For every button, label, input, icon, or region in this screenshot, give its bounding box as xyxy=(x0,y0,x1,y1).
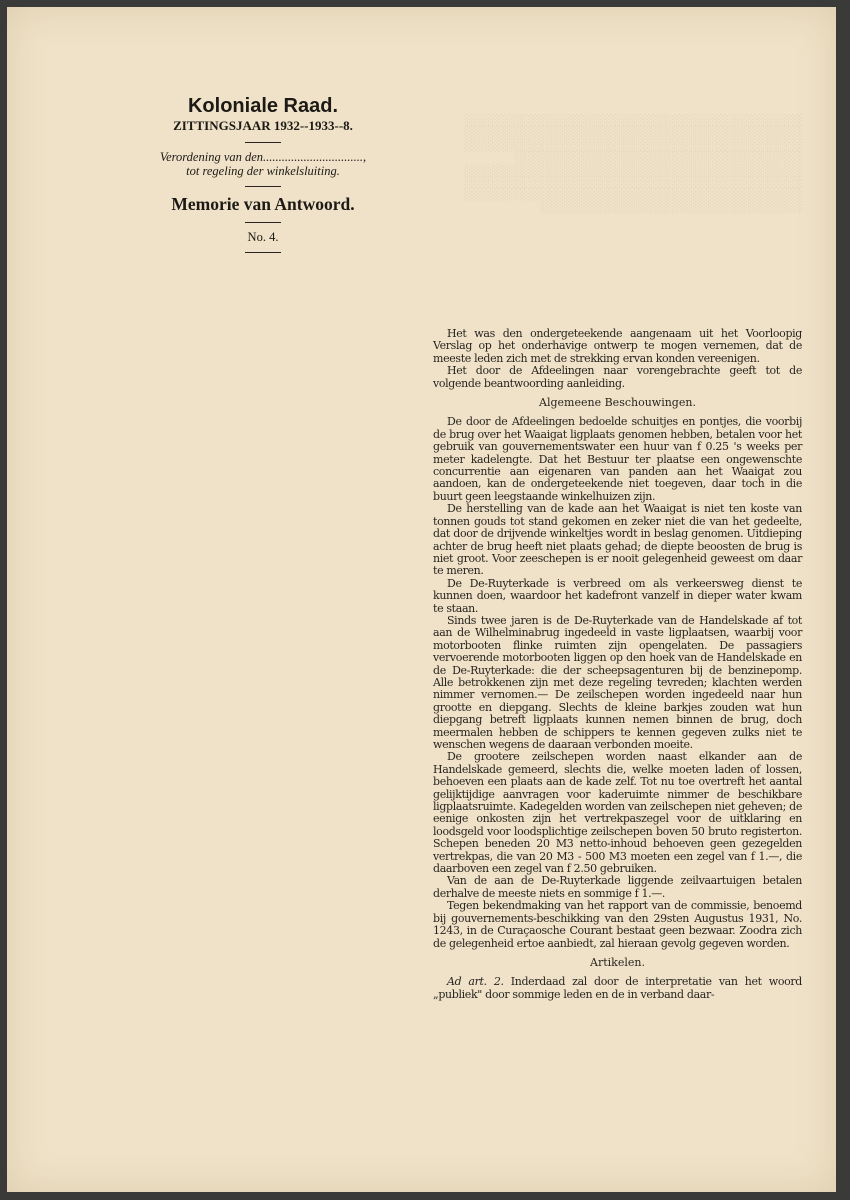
paragraph: De door de Afdeelingen bedoelde schuitjes en pontjes, die voorbij de brug over het Waaigat ligplaats genomen hebben, betalen voor het gebruik van gouvernementswater een huur van f 0.25 's weeks per meter kadelengte. Dat het Bestuur ter plaatse een ongewenschte concurrentie aan eigenaren van panden aan het Waaigat zou aandoen, kan de ondergeteekende niet toegeven, daar toch in die buurt geen leegstaande winkelhuizen zijn. xyxy=(433,415,802,503)
article-label: Ad art. 2. xyxy=(447,975,504,989)
article-text: Inderdaad zal door de interpretatie van het woord „publiek" door sommige leden en de in verband daar- xyxy=(433,975,802,1001)
paragraph: Het door de Afdeelingen naar vorengebrachte geeft tot de volgende beantwoording aanleiding. xyxy=(433,364,802,390)
ordinance-line-1: Verordening van den................................, xyxy=(159,150,367,164)
paragraph: Sinds twee jaren is de De-Ruyterkade van de Handelskade af tot aan de Wilhelminabrug ingedeeld in vaste ligplaatsen, waarbij voor motorbooten flinke ruimten zijn opengelaten. De passagiers vervoerende motorbooten liggen op den hoek van de Handelskade en de De-Ruyterkade: die der scheepsagenturen bij de benzinepomp. Alle betrokkenen zijn met deze regeling tevreden; klachten werden nimmer vernomen.— De zeilschepen worden ingedeeld naar hun grootte en diepgang. Slechts de kleine barkjes zouden wat hun diepgang betreft ligplaats kunnen nemen binnen de brug, doch meermalen hebben de schippers te kennen gegeven zulks niet te wenschen wegens de daaraan verbonden moeite. xyxy=(433,613,802,751)
section-heading: Algemeene Beschouwingen. xyxy=(539,396,696,410)
ordinance-line-2: tot regeling der winkelsluiting. xyxy=(186,164,340,178)
paragraph: De herstelling van de kade aan het Waaigat is niet ten koste van tonnen gouds tot stand gekomen en zeker niet die van het gedeelte, dat door de drijvende winkeltjes wordt in beslag genomen. Uitdieping achter de brug heeft niet plaats gehad; de diepte beoosten de brug is niet groot. Voor zeeschepen is er nooit gelegenheid geweest om daar te meren. xyxy=(433,502,802,578)
paragraph: De grootere zeilschepen worden naast elkander aan de Handelskade gemeerd, slechts die, welke moeten laden of lossen, behoeven een plaats aan de kade zelf. Tot nu toe overtreft het aantal gelijktijdige aanvragen voor kaderuimte nimmer de beschikbare ligplaatsruimte. Kadegelden worden van zeilschepen niet geheven; de eenige onkosten zijn het vertrekpaszegel voor de uitklaring en loodsgeld voor loodsplichtige zeilschepen boven 50 bruto registerton. Schepen beneden 20 M3 netto-inhoud behoeven geen gezegelden vertrekpas, die van 20 M3 - 500 M3 moeten een zegel van f 1.—, die daarboven een zegel van f 2.50 gebruiken. xyxy=(433,750,802,876)
memo-body xyxy=(433,328,802,1012)
document-header xyxy=(127,95,399,260)
section-heading: Artikelen. xyxy=(590,955,645,969)
divider xyxy=(245,252,281,253)
article-paragraph xyxy=(433,976,802,1001)
paragraph: Van de aan de De-Ruyterkade liggende zeilvaartuigen betalen derhalve de meeste niets en sommige f 1.—. xyxy=(433,874,802,900)
bleed-through-texture: ░░░░░░░░░░░░░░░░░░░░░░░░░░░░░░░░░░░░░░░░ ░░░░░░░░░░░░░░░░░░░░░░░░░░░░░░░░░░░░░░░░ ░░░░░░░░░░░░░░░░░░░░░░░░░░░░░░░░░░░░░░░░ ░░░░░░░░░░░░░░░░░░░░░░░░░░░░░░░░░░ ░░░░░░░░░░░░░░░░░░░░░░░░░░░░░░░░░░░░░░░░ ░░░░░░░░░░░░░░░░░░░░░░░░░░░░░░░░░░░░░░░░ ░░░░░░░░░░░░░░░░░░░░░░░░░░░░░░░░░░░░░░░░ ░░░░░░░░░░░░░░░░░░░░░░░░░░░░░░░ xyxy=(463,114,802,214)
memo-title: Memorie van Antwoord. xyxy=(171,194,355,214)
divider xyxy=(245,222,281,223)
document-number: No. 4. xyxy=(247,230,279,244)
document-page xyxy=(7,7,836,1192)
paragraph: Het was den ondergeteekende aangenaam uit het Voorloopig Verslag op het onderhavige ontwerp te mogen vernemen, dat de meeste leden zich met de strekking ervan konden vereenigen. xyxy=(433,327,802,365)
paragraph: De De-Ruyterkade is verbreed om als verkeersweg dienst te kunnen doen, waardoor het kadefront vanzelf in dieper water kwam te staan. xyxy=(433,576,802,615)
divider xyxy=(245,142,281,143)
paragraph: Tegen bekendmaking van het rapport van de commissie, benoemd bij gouvernements-beschikking van den 29sten Augustus 1931, No. 1243, in de Curaçaosche Courant bestaat geen bezwaar. Zoodra zich de gelegenheid ertoe aanbiedt, zal hieraan gevolg gegeven worden. xyxy=(433,899,802,950)
council-title: Koloniale Raad. xyxy=(187,95,339,117)
divider xyxy=(245,186,281,187)
session-year: ZITTINGSJAAR 1932--1933--8. xyxy=(173,118,353,133)
